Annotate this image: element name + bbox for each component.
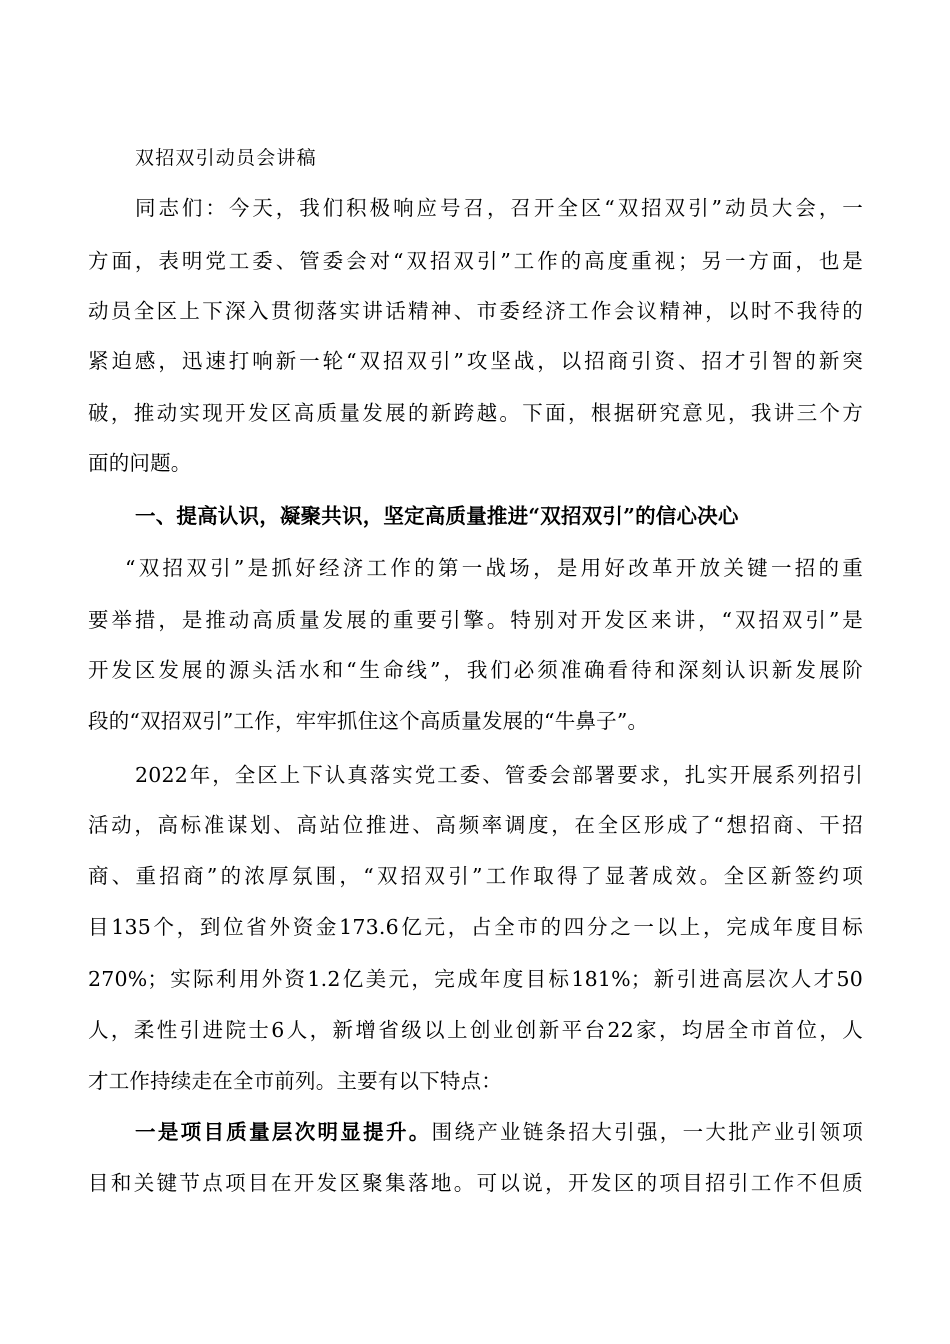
paragraph-line: 开发区发展的源头活水和“生命线”，我们必须准确看待和深刻认识新发展阶: [88, 658, 863, 682]
section-heading: 一、提高认识，凝聚共识，坚定高质量推进“双招双引”的信心决心: [135, 504, 739, 528]
bold-lead: 一是项目质量层次明显提升。: [135, 1120, 432, 1144]
paragraph-line: 要举措，是推动高质量发展的重要引擎。特别对开发区来讲，“双招双引”是: [88, 608, 863, 632]
paragraph-line: 方面，表明党工委、管委会对“双招双引”工作的高度重视；另一方面，也是: [88, 249, 863, 273]
paragraph-line: 动员全区上下深入贯彻落实讲话精神、市委经济工作会议精神，以时不我待的: [88, 299, 863, 323]
paragraph-line: 段的“双招双引”工作，牢牢抓住这个高质量发展的“牛鼻子”。: [88, 709, 649, 733]
paragraph-line: [135, 1120, 863, 1144]
paragraph-line: 紧迫感，迅速打响新一轮“双招双引”攻坚战，以招商引资、招才引智的新突: [88, 349, 863, 373]
paragraph-line: 商、重招商”的浓厚氛围，“双招双引”工作取得了显著成效。全区新签约项: [88, 864, 863, 888]
paragraph-line: “双招双引”是抓好经济工作的第一战场，是用好改革开放关键一招的重: [125, 556, 863, 580]
paragraph-line: 目和关键节点项目在开发区聚集落地。可以说，开发区的项目招引工作不但质: [88, 1171, 863, 1195]
paragraph-line: 人，柔性引进院士6人，新增省级以上创业创新平台22家，均居全市首位，人: [88, 1018, 863, 1042]
paragraph-text: 围绕产业链条招大引强，一大批产业引领项: [431, 1120, 863, 1144]
paragraph-line: 才工作持续走在全市前列。主要有以下特点：: [88, 1069, 502, 1093]
paragraph-line: 同志们：今天，我们积极响应号召，召开全区“双招双引”动员大会，一: [135, 196, 863, 220]
paragraph-line: 270%；实际利用外资1.2亿美元，完成年度目标181%；新引进高层次人才50: [88, 967, 863, 991]
document-title: 双招双引动员会讲稿: [135, 147, 317, 169]
paragraph-line: 2022年，全区上下认真落实党工委、管委会部署要求，扎实开展系列招引: [135, 763, 863, 787]
paragraph-line: 破，推动实现开发区高质量发展的新跨越。下面，根据研究意见，我讲三个方: [88, 401, 863, 425]
paragraph-line: 目135个，到位省外资金173.6亿元，占全市的四分之一以上，完成年度目标: [88, 915, 863, 939]
paragraph-line: 活动，高标准谋划、高站位推进、高频率调度，在全区形成了“想招商、干招: [88, 813, 863, 837]
paragraph-line: 面的问题。: [88, 451, 192, 475]
